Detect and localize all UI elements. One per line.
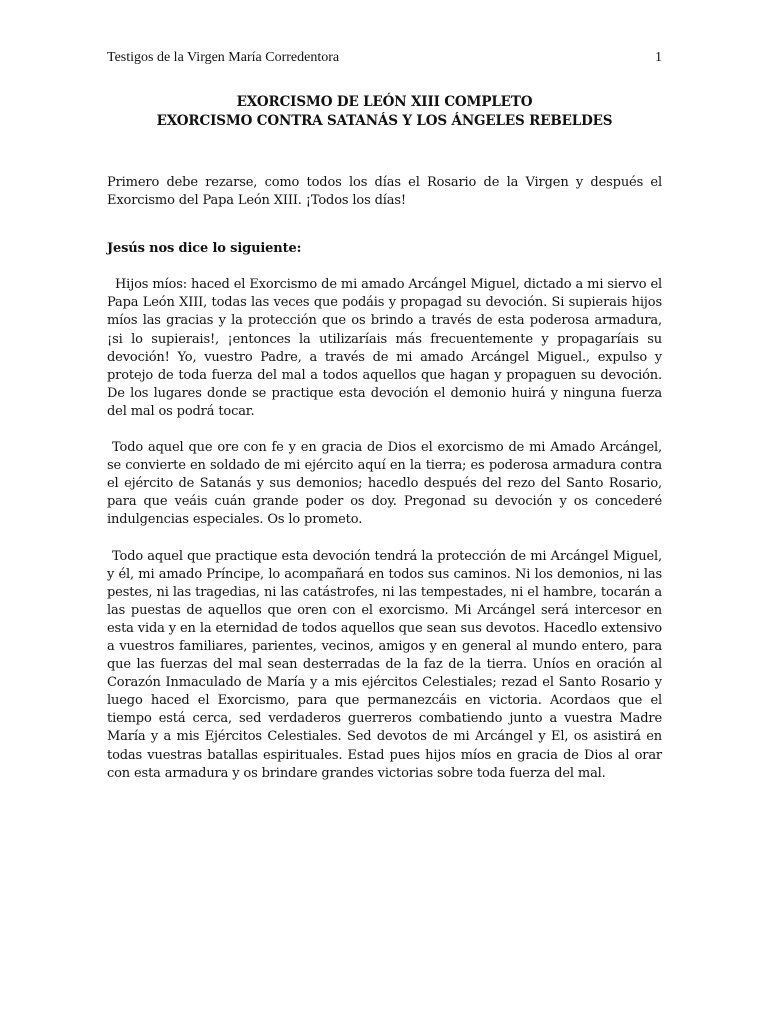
running-header [107,48,662,68]
document-subtitle: EXORCISMO CONTRA SATANÁS Y LOS ÁNGELES REBELDES [156,113,613,129]
body-paragraph-3: Todo aquel que practique esta devoción tendrá la protección de mi Arcángel Miguel, y él, mi amado Príncipe, lo acompañará en todos sus caminos. Ni los demonios, ni las pestes, ni las tragedias, ni las catástrofes, ni las tempestades, ni el hambre, tocarán a las puestas de aquellos que oren con el exorcismo. Mi Arcángel será intercesor en esta vida y en la eternidad de todos aquellos que sean sus devotos. Hacedlo extensivo a vuestros familiares, parientes, vecinos, amigos y en general al mundo entero, para que las fuerzas del mal sean desterradas de la faz de la tierra. Uníos en oración al Corazón Inmaculado de María y a mis ejércitos Celestiales; rezad el Santo Rosario y luego haced el Exorcismo, para que permanezcáis en victoria. Acordaos que el tiempo está cerca, sed verdaderos guerreros combatiendo junto a vuestra Madre María y a mis Ejércitos Celestiales. Sed devotos de mi Arcángel y El, os asistirá en todas vuestras batallas espirituales. Estad pues hijos míos en gracia de Dios al orar con esta armadura y os brindare grandes victorias sobre toda fuerza del mal. [107,548,662,781]
document-title-block [107,93,662,131]
intro-paragraph: Primero debe rezarse, como todos los días el Rosario de la Virgen y después el Exorcismo del Papa León XIII. ¡Todos los días! [107,175,662,209]
body-paragraph-1: Hijos míos: haced el Exorcismo de mi amado Arcángel Miguel, dictado a mi siervo el Papa León XIII, todas las veces que podáis y propagad su devoción. Si supierais hijos míos las gracias y la protección que os brindo a través de esta poderosa armadura, ¡si lo supierais!, ¡entonces la utilizaríais más frecuentemente y propagaríais su devoción! Yo, vuestro Padre, a través de mi amado Arcángel Miguel., expulso y protejo de toda fuerza del mal a todos aquellos que hagan y propaguen su devoción. De los lugares donde se practique esta devoción el demonio huirá y ninguna fuerza del mal os podrá tocar. [107,277,662,419]
section-heading: Jesús nos dice lo siguiente: [107,241,302,257]
page-number: 1 [655,50,662,65]
header-title: Testigos de la Virgen María Corredentora [107,50,340,65]
body-paragraph-2: Todo aquel que ore con fe y en gracia de Dios el exorcismo de mi Amado Arcángel, se convierte en soldado de mi ejército aquí en la tierra; es poderosa armadura contra el ejército de Satanás y sus demonios; hacedlo después del rezo del Santo Rosario, para que veáis cuán grande poder os doy. Pregonad su devoción y os concederé indulgencias especiales. Os lo prometo. [107,440,662,528]
document-title: EXORCISMO DE LEÓN XIII COMPLETO [236,94,533,110]
document-body [107,89,662,783]
